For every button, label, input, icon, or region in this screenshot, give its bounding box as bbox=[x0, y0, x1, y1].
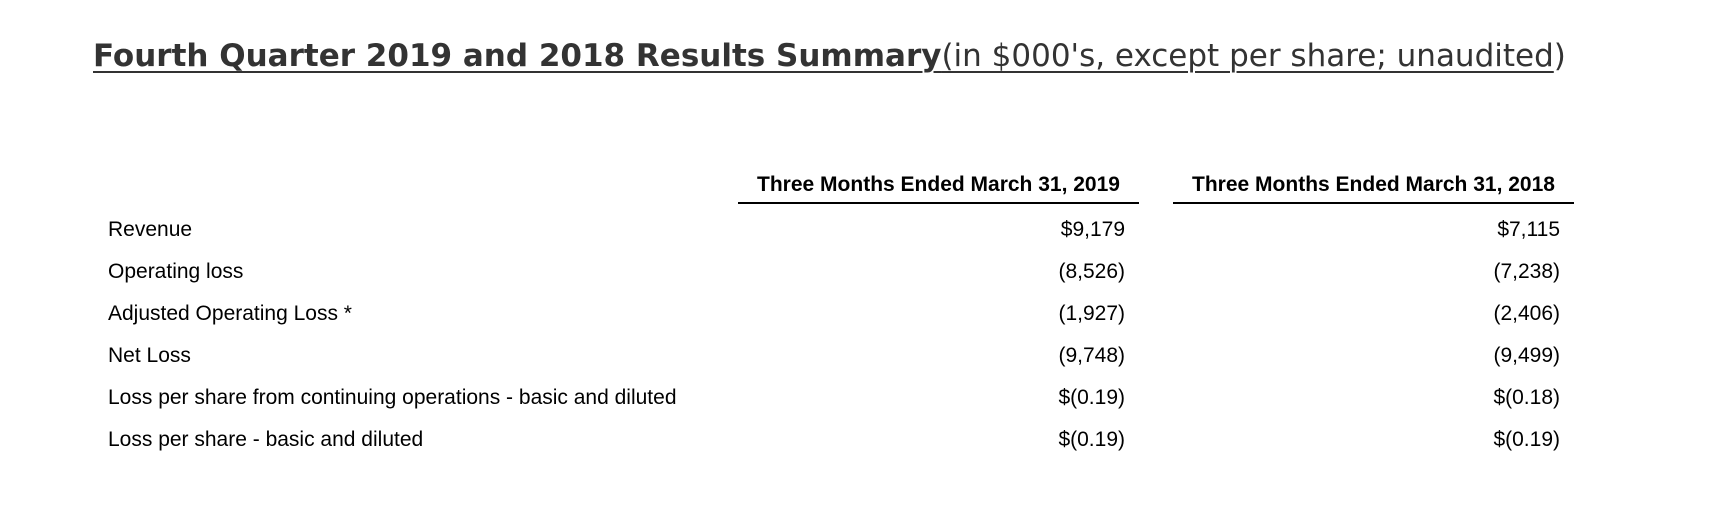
title-note-close: ) bbox=[1553, 38, 1566, 74]
row-label: Operating loss bbox=[108, 260, 244, 283]
value-2019: $(0.19) bbox=[1058, 386, 1125, 409]
value-2019: (9,748) bbox=[1058, 344, 1125, 367]
value-2018: $(0.19) bbox=[1493, 428, 1560, 451]
row-label: Revenue bbox=[108, 218, 193, 241]
table-row bbox=[0, 419, 1732, 461]
row-label: Loss per share from continuing operations - basic and diluted bbox=[108, 386, 677, 409]
title-main: Fourth Quarter 2019 and 2018 Results Summary bbox=[93, 38, 942, 74]
table-row bbox=[0, 209, 1732, 251]
value-2018: $7,115 bbox=[1497, 218, 1560, 241]
value-2019: (8,526) bbox=[1058, 260, 1125, 283]
value-2018: (9,499) bbox=[1493, 344, 1560, 367]
row-label: Adjusted Operating Loss * bbox=[108, 302, 352, 325]
column-header-2019: Three Months Ended March 31, 2019 bbox=[738, 170, 1139, 204]
row-label: Loss per share - basic and diluted bbox=[108, 428, 424, 451]
title-note: (in $000's, except per share; unaudited bbox=[941, 38, 1554, 74]
column-header-2018: Three Months Ended March 31, 2018 bbox=[1173, 170, 1574, 204]
page-title bbox=[93, 38, 1566, 74]
table-row bbox=[0, 335, 1732, 377]
table-row bbox=[0, 251, 1732, 293]
value-2018: (2,406) bbox=[1493, 302, 1560, 325]
table-row bbox=[0, 377, 1732, 419]
value-2019: $(0.19) bbox=[1058, 428, 1125, 451]
value-2018: $(0.18) bbox=[1493, 386, 1560, 409]
value-2019: (1,927) bbox=[1058, 302, 1125, 325]
results-table bbox=[0, 209, 1732, 461]
value-2018: (7,238) bbox=[1493, 260, 1560, 283]
table-row bbox=[0, 293, 1732, 335]
value-2019: $9,179 bbox=[1060, 218, 1125, 241]
row-label: Net Loss bbox=[108, 344, 191, 367]
